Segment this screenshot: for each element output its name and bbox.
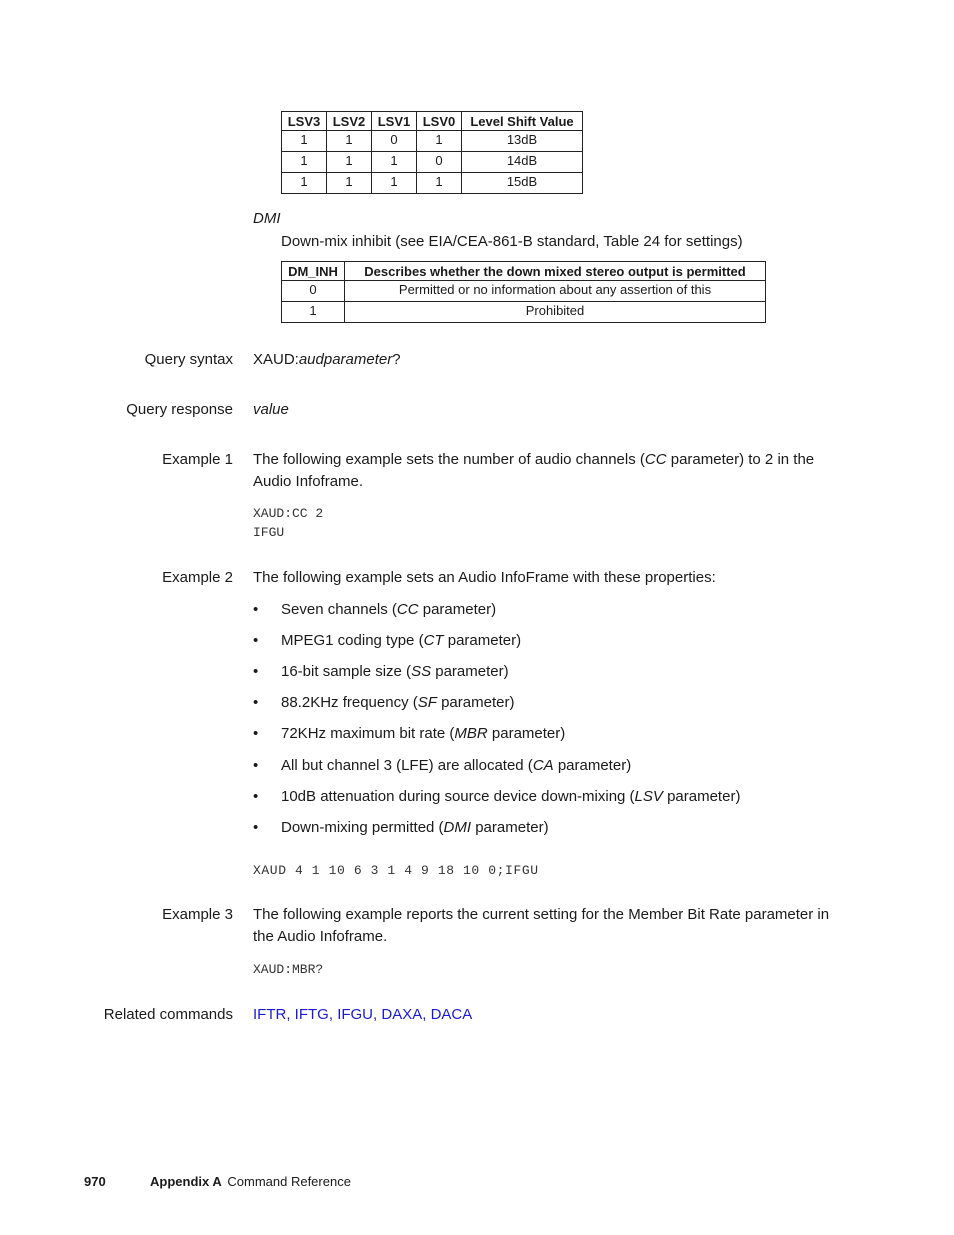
table-cell: 1: [282, 131, 327, 152]
table-cell: 14dB: [462, 152, 583, 173]
footer-section: Appendix A: [150, 1174, 222, 1189]
example3-label: Example 3: [162, 906, 233, 923]
table-cell: 1: [372, 173, 417, 194]
table-cell: 1: [327, 173, 372, 194]
link-daxa[interactable]: DAXA: [381, 1006, 423, 1023]
query-syntax-value: XAUD:audparameter?: [253, 351, 401, 368]
table-cell: 1: [282, 152, 327, 173]
related-commands-links: IFTR, IFTG, IFGU, DAXA, DACA: [253, 1006, 473, 1023]
table-cell: Permitted or no information about any assertion of this: [345, 281, 766, 302]
dmi-heading: DMI: [253, 210, 281, 227]
example2-label: Example 2: [162, 569, 233, 586]
footer-title: [150, 1174, 351, 1189]
lsv-table-header: [282, 112, 583, 131]
table-cell: 1: [327, 131, 372, 152]
link-iftr[interactable]: IFTR: [253, 1006, 287, 1023]
table-cell: 1: [417, 131, 462, 152]
link-daca[interactable]: DACA: [430, 1006, 473, 1023]
table-cell: 0: [282, 281, 345, 302]
link-ifgu[interactable]: IFGU: [337, 1006, 374, 1023]
page-number: 970: [84, 1174, 106, 1189]
example2-code: XAUD 4 1 10 6 3 1 4 9 18 10 0;IFGU: [253, 863, 539, 878]
lsv-header-cell: LSV1: [372, 112, 417, 131]
dmi-table-header: [282, 262, 766, 281]
table-cell: 1: [372, 152, 417, 173]
table-cell: 15dB: [462, 173, 583, 194]
table-cell: 0: [417, 152, 462, 173]
dmi-header-cell: Describes whether the down mixed stereo output is permitted: [345, 262, 766, 281]
example1-code: XAUD:CC 2 IFGU: [253, 506, 324, 540]
query-response-value: value: [253, 401, 289, 418]
example2-intro: The following example sets an Audio InfoFrame with these properties:: [253, 569, 716, 586]
example1-label: Example 1: [162, 451, 233, 468]
dmi-description: Down-mix inhibit (see EIA/CEA-861-B standard, Table 24 for settings): [281, 233, 743, 250]
query-syntax-label: Query syntax: [144, 351, 233, 368]
lsv-header-cell: LSV2: [327, 112, 372, 131]
related-commands-label: Related commands: [103, 1006, 233, 1023]
query-response-label: Query response: [126, 401, 233, 418]
dmi-table: [281, 261, 766, 323]
dmi-header-cell: DM_INH: [282, 262, 345, 281]
table-row: [282, 131, 583, 152]
lsv-table: [281, 111, 583, 194]
table-row: [282, 152, 583, 173]
example3-text: The following example reports the current setting for the Member Bit Rate parameter in the Audio Infoframe.: [253, 906, 830, 945]
lsv-header-cell: LSV3: [282, 112, 327, 131]
table-row: [282, 281, 766, 302]
table-cell: 1: [417, 173, 462, 194]
table-cell: 1: [282, 173, 327, 194]
table-row: [282, 302, 766, 323]
table-cell: 13dB: [462, 131, 583, 152]
example3-code: XAUD:MBR?: [253, 962, 324, 977]
lsv-header-cell: Level Shift Value: [462, 112, 583, 131]
table-row: [282, 173, 583, 194]
table-cell: 0: [372, 131, 417, 152]
table-cell: 1: [327, 152, 372, 173]
example1-text: The following example sets the number of audio channels (CC parameter) to 2 in the Audio Infoframe.: [253, 451, 815, 490]
lsv-header-cell: LSV0: [417, 112, 462, 131]
footer-chapter: Command Reference: [227, 1174, 351, 1189]
table-cell: 1: [282, 302, 345, 323]
link-iftg[interactable]: IFTG: [294, 1006, 329, 1023]
table-cell: Prohibited: [345, 302, 766, 323]
